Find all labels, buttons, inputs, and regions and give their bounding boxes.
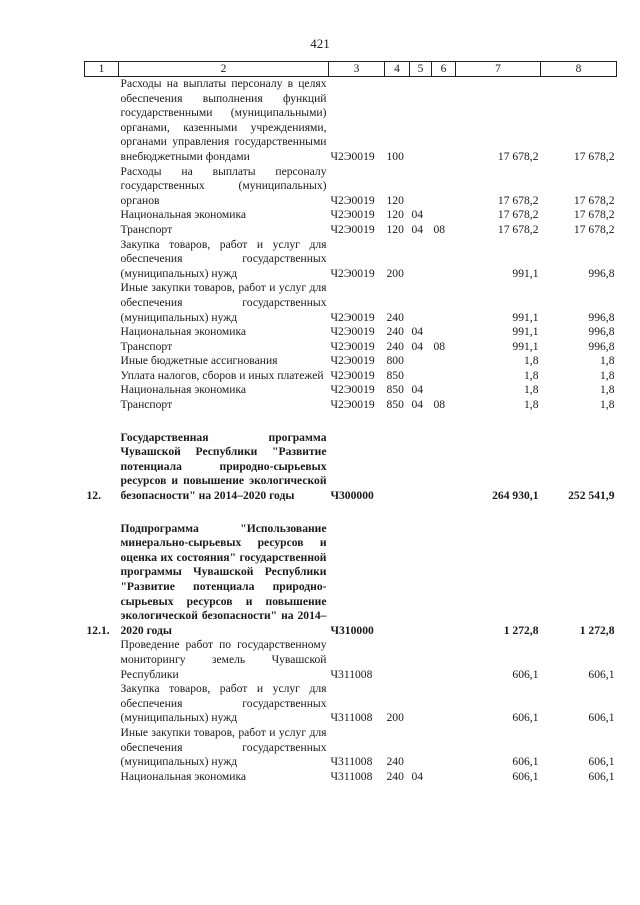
- amount-col7: 17 678,2: [497, 222, 539, 236]
- row-name: Национальная экономика: [120, 383, 247, 397]
- expense-type-code: 240: [386, 325, 404, 339]
- section-code: [410, 281, 432, 325]
- spacer-row: [85, 504, 617, 522]
- row-number: [85, 398, 119, 413]
- row-name: Проведение работ по государственному мониторингу земель Чувашской Республики: [120, 638, 327, 681]
- amount-col7: 991,1: [512, 310, 539, 324]
- target-article-code: Ч2Э0019: [330, 149, 375, 163]
- amount-col8: 996,8: [588, 310, 615, 324]
- budget-table: [84, 61, 617, 784]
- expense-type-code: 240: [386, 755, 404, 769]
- section-code: [410, 522, 432, 639]
- row-name: Закупка товаров, работ и услуг для обеспечения государственных (муниципальных) нужд: [120, 237, 327, 280]
- table-row: [85, 325, 617, 340]
- row-number: [85, 281, 119, 325]
- table-row: [85, 682, 617, 726]
- section-code: 04: [411, 325, 424, 339]
- table-row: [85, 223, 617, 238]
- amount-col8: 996,8: [588, 266, 615, 280]
- row-name: Государственная программа Чувашской Республики "Развитие потенциала природно-сырьевых ресурсов и повышение экологической безопасности" на 2014–2020 годы: [120, 430, 327, 503]
- row-name: Расходы на выплаты персоналу государственных (муниципальных) органов: [120, 164, 327, 207]
- amount-col8: 17 678,2: [573, 208, 615, 222]
- amount-col8: 17 678,2: [573, 222, 615, 236]
- row-number: [85, 770, 119, 785]
- target-article-code: Ч2Э0019: [330, 222, 375, 236]
- amount-col7: 606,1: [512, 755, 539, 769]
- amount-col7: 1,8: [524, 368, 539, 382]
- expense-type-code: 850: [386, 383, 404, 397]
- section-code: 04: [411, 339, 424, 353]
- amount-col8: 606,1: [588, 755, 615, 769]
- row-name: Транспорт: [120, 398, 173, 412]
- column-header-row: [85, 62, 617, 77]
- section-code: [410, 165, 432, 209]
- amount-col8: 17 678,2: [573, 149, 615, 163]
- expense-type-code: [385, 431, 410, 504]
- table-row: [85, 638, 617, 682]
- row-number: 12.1.: [86, 623, 110, 637]
- column-header: 2: [119, 62, 329, 77]
- table-row: [85, 354, 617, 369]
- subsection-code: [432, 77, 456, 165]
- table-row: [85, 281, 617, 325]
- section-code: 04: [411, 398, 424, 412]
- amount-col7: 606,1: [512, 711, 539, 725]
- subsection-code: [432, 383, 456, 398]
- row-name: Расходы на выплаты персоналу в целях обеспечения выполнения функций государственными (муниципальными) органами, казенными учреждениями, органами управления государственными внебюджетными фондами: [120, 77, 327, 163]
- row-name: Национальная экономика: [120, 769, 247, 783]
- subsection-code: [432, 281, 456, 325]
- target-article-code: Ч2Э0019: [330, 354, 375, 368]
- subsection-code: [432, 208, 456, 223]
- amount-col8: 996,8: [588, 339, 615, 353]
- row-number: [85, 726, 119, 770]
- amount-col8: 606,1: [588, 769, 615, 783]
- section-code: [410, 77, 432, 165]
- target-article-code: Ч2Э0019: [330, 368, 375, 382]
- amount-col8: 606,1: [588, 711, 615, 725]
- row-name: Иные закупки товаров, работ и услуг для обеспечения государственных (муниципальных) нужд: [120, 725, 327, 769]
- row-number: [85, 340, 119, 355]
- row-number: [85, 223, 119, 238]
- subsection-code: 08: [433, 339, 446, 353]
- subsection-code: [432, 682, 456, 726]
- spacer-cell: [85, 504, 617, 522]
- amount-col7: 991,1: [512, 339, 539, 353]
- row-number: [85, 165, 119, 209]
- column-header: 1: [85, 62, 119, 77]
- section-code: [410, 431, 432, 504]
- column-header: 7: [456, 62, 541, 77]
- table-row: [85, 770, 617, 785]
- expense-type-code: 200: [386, 711, 404, 725]
- section-code: 04: [411, 769, 424, 783]
- subsection-code: [432, 431, 456, 504]
- target-article-code: Ч311008: [330, 769, 373, 783]
- subsection-code: [432, 770, 456, 785]
- target-article-code: Ч2Э0019: [330, 339, 375, 353]
- amount-col7: 1 272,8: [503, 623, 539, 637]
- column-header: 4: [385, 62, 410, 77]
- section-code: [410, 354, 432, 369]
- expense-type-code: 100: [386, 149, 404, 163]
- amount-col8: 17 678,2: [573, 193, 615, 207]
- row-name: Национальная экономика: [120, 208, 247, 222]
- subsection-code: [432, 522, 456, 639]
- table-row: [85, 165, 617, 209]
- expense-type-code: [385, 638, 410, 682]
- expense-type-code: 850: [386, 368, 404, 382]
- subsection-code: [432, 325, 456, 340]
- table-row: [85, 383, 617, 398]
- expense-type-code: 120: [386, 222, 404, 236]
- amount-col8: 1,8: [600, 383, 615, 397]
- expense-type-code: 240: [386, 310, 404, 324]
- spacer-cell: [85, 413, 617, 431]
- section-code: 04: [411, 222, 424, 236]
- amount-col8: 1,8: [600, 398, 615, 412]
- section-code: [410, 238, 432, 282]
- target-article-code: Ч311008: [330, 711, 373, 725]
- table-row: [85, 431, 617, 504]
- table-row: [85, 340, 617, 355]
- row-name: Транспорт: [120, 222, 173, 236]
- column-header: 8: [541, 62, 617, 77]
- table-row: [85, 726, 617, 770]
- section-code: [410, 369, 432, 384]
- row-number: [85, 638, 119, 682]
- expense-type-code: 240: [386, 339, 404, 353]
- row-number: [85, 325, 119, 340]
- amount-col8: 252 541,9: [568, 489, 615, 503]
- amount-col7: 1,8: [524, 383, 539, 397]
- row-number: [85, 238, 119, 282]
- section-code: 04: [411, 208, 424, 222]
- row-number: [85, 77, 119, 165]
- expense-type-code: 240: [386, 769, 404, 783]
- amount-col7: 264 930,1: [492, 489, 539, 503]
- expense-type-code: 850: [386, 398, 404, 412]
- target-article-code: Ч311008: [330, 755, 373, 769]
- column-header: 3: [329, 62, 385, 77]
- section-code: [410, 638, 432, 682]
- target-article-code: Ч310000: [330, 623, 374, 637]
- expense-type-code: 120: [386, 193, 404, 207]
- amount-col7: 1,8: [524, 354, 539, 368]
- target-article-code: Ч2Э0019: [330, 208, 375, 222]
- row-name: Подпрограмма "Использование минерально-сырьевых ресурсов и оценка их состояния" государственной программы Чувашской Республики "Развитие потенциала природно-сырьевых ресурсов и повышение экологической безопасности" на 2014–2020 годы: [120, 521, 327, 637]
- row-number: 12.: [86, 489, 101, 503]
- amount-col7: 17 678,2: [497, 193, 539, 207]
- subsection-code: 08: [433, 222, 446, 236]
- row-name: Уплата налогов, сборов и иных платежей: [120, 368, 324, 382]
- amount-col8: 1,8: [600, 368, 615, 382]
- table-body: [85, 77, 617, 785]
- subsection-code: [432, 726, 456, 770]
- section-code: 04: [411, 383, 424, 397]
- target-article-code: Ч300000: [330, 489, 374, 503]
- table-row: [85, 238, 617, 282]
- amount-col7: 17 678,2: [497, 149, 539, 163]
- section-code: [410, 682, 432, 726]
- table-row: [85, 208, 617, 223]
- subsection-code: 08: [433, 398, 446, 412]
- target-article-code: Ч2Э0019: [330, 398, 375, 412]
- column-header: 5: [410, 62, 432, 77]
- amount-col8: 1 272,8: [579, 623, 615, 637]
- row-name: Иные бюджетные ассигнования: [120, 354, 278, 368]
- target-article-code: Ч2Э0019: [330, 325, 375, 339]
- subsection-code: [432, 238, 456, 282]
- expense-type-code: 800: [386, 354, 404, 368]
- amount-col7: 991,1: [512, 325, 539, 339]
- subsection-code: [432, 165, 456, 209]
- table-row: [85, 369, 617, 384]
- table-row: [85, 522, 617, 639]
- target-article-code: Ч311008: [330, 667, 373, 681]
- table-row: [85, 77, 617, 165]
- row-name: Транспорт: [120, 339, 173, 353]
- amount-col7: 606,1: [512, 769, 539, 783]
- target-article-code: Ч2Э0019: [330, 266, 375, 280]
- spacer-row: [85, 413, 617, 431]
- table-row: [85, 398, 617, 413]
- row-name: Закупка товаров, работ и услуг для обеспечения государственных (муниципальных) нужд: [120, 682, 327, 725]
- row-number: [85, 682, 119, 726]
- row-number: [85, 208, 119, 223]
- page-number: 421: [310, 36, 330, 51]
- target-article-code: Ч2Э0019: [330, 193, 375, 207]
- amount-col8: 996,8: [588, 325, 615, 339]
- expense-type-code: [385, 522, 410, 639]
- row-name: Иные закупки товаров, работ и услуг для обеспечения государственных (муниципальных) нужд: [120, 281, 327, 324]
- subsection-code: [432, 638, 456, 682]
- amount-col7: 17 678,2: [497, 208, 539, 222]
- target-article-code: Ч2Э0019: [330, 310, 375, 324]
- row-name: Национальная экономика: [120, 325, 247, 339]
- subsection-code: [432, 354, 456, 369]
- amount-col8: 606,1: [588, 667, 615, 681]
- amount-col7: 606,1: [512, 667, 539, 681]
- section-code: [410, 726, 432, 770]
- expense-type-code: 120: [386, 208, 404, 222]
- row-number: [85, 369, 119, 384]
- column-header: 6: [432, 62, 456, 77]
- row-number: [85, 354, 119, 369]
- subsection-code: [432, 369, 456, 384]
- amount-col7: 1,8: [524, 398, 539, 412]
- target-article-code: Ч2Э0019: [330, 383, 375, 397]
- amount-col8: 1,8: [600, 354, 615, 368]
- row-number: [85, 383, 119, 398]
- expense-type-code: 200: [386, 266, 404, 280]
- amount-col7: 991,1: [512, 266, 539, 280]
